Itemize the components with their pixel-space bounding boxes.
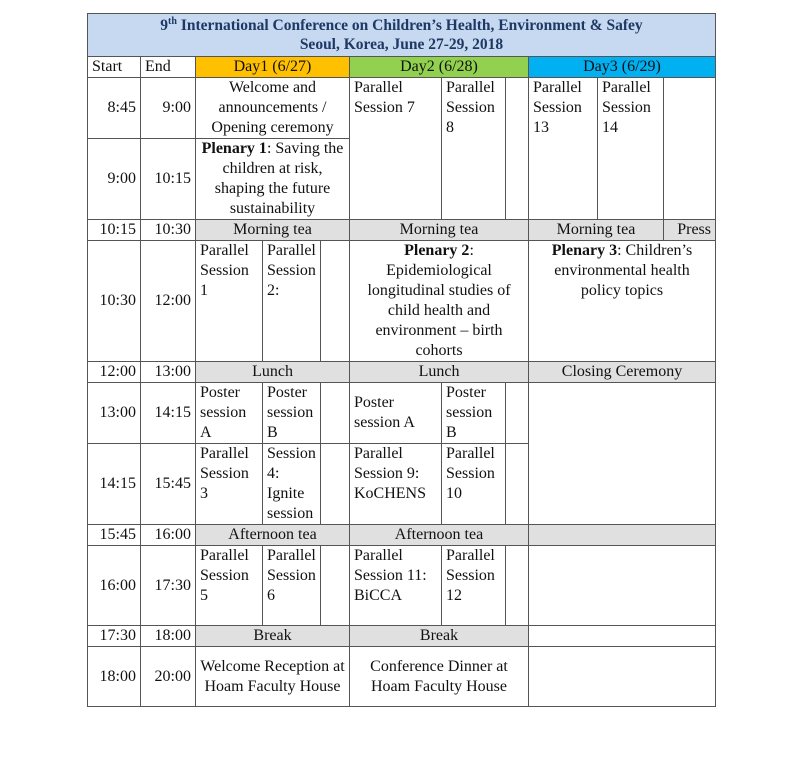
end-time: 14:15 — [141, 383, 196, 444]
col-header-day2: Day2 (6/28) — [350, 57, 529, 78]
start-time: 10:30 — [88, 241, 141, 362]
schedule-row — [88, 362, 716, 383]
plenary-1-label: Plenary 1 — [201, 140, 267, 157]
parallel-session-12: Parallel Session 12 — [442, 546, 506, 626]
end-time: 18:00 — [141, 626, 196, 647]
poster-session-a-day2: Poster session A — [350, 383, 442, 444]
plenary-1-topic: : Saving the children at risk, shaping the future sustainability — [214, 140, 344, 217]
empty-cell — [321, 383, 350, 444]
empty-cell — [506, 383, 529, 444]
schedule-row — [88, 383, 716, 444]
schedule-row — [88, 626, 716, 647]
start-time: 10:15 — [88, 220, 141, 241]
parallel-session-2: Parallel Session 2: — [263, 241, 321, 362]
parallel-session-9: Parallel Session 9: KoCHENS — [350, 444, 442, 525]
plenary-2-topic: : Epidemiological longitudinal studies of child health and environment – birth cohorts — [367, 242, 511, 359]
end-time: 12:00 — [141, 241, 196, 362]
title-ordinal: 9 — [160, 17, 169, 34]
conference-dinner: Conference Dinner at Hoam Faculty House — [350, 647, 529, 707]
plenary-3-topic: : Children’s environmental health policy topics — [554, 242, 693, 299]
empty-cell — [506, 546, 529, 626]
empty-day3-block — [529, 383, 716, 525]
end-time: 10:15 — [141, 139, 196, 220]
title-ordinal-suffix: th — [168, 15, 177, 27]
empty-day3-break — [529, 525, 716, 546]
press-cell: Press — [664, 220, 716, 241]
empty-cell — [664, 78, 716, 220]
empty-cell — [321, 546, 350, 626]
schedule-row — [88, 241, 716, 362]
end-time: 9:00 — [141, 78, 196, 139]
start-time: 14:15 — [88, 444, 141, 525]
start-time: 13:00 — [88, 383, 141, 444]
col-header-day1: Day1 (6/27) — [196, 57, 350, 78]
schedule-row — [88, 78, 716, 139]
end-time: 13:00 — [141, 362, 196, 383]
col-header-end: End — [141, 57, 196, 78]
poster-session-b-day1: Poster session B — [263, 383, 321, 444]
parallel-session-10: Parallel Session 10 — [442, 444, 506, 525]
morning-tea-day1: Morning tea — [196, 220, 350, 241]
poster-session-b-day2: Poster session B — [442, 383, 506, 444]
empty-day3-block — [529, 546, 716, 626]
conference-title — [88, 14, 716, 57]
poster-session-a-day1: Poster session A — [196, 383, 263, 444]
start-time: 12:00 — [88, 362, 141, 383]
plenary-2 — [350, 241, 529, 362]
plenary-3 — [529, 241, 716, 362]
break-day2: Break — [350, 626, 529, 647]
conference-subtitle: Seoul, Korea, June 27-29, 2018 — [299, 36, 504, 53]
lunch-day1: Lunch — [196, 362, 350, 383]
empty-day3-block — [529, 647, 716, 707]
session-4-ignite: Session 4: Ignite session — [263, 444, 321, 525]
parallel-session-14: Parallel Session 14 — [598, 78, 664, 220]
empty-day3-block — [529, 626, 716, 647]
col-header-day3: Day3 (6/29) — [529, 57, 716, 78]
start-time: 15:45 — [88, 525, 141, 546]
empty-cell — [321, 444, 350, 525]
morning-tea-day3: Morning tea — [529, 220, 664, 241]
start-time: 18:00 — [88, 647, 141, 707]
plenary-2-label: Plenary 2 — [404, 242, 470, 259]
end-time: 10:30 — [141, 220, 196, 241]
start-time: 9:00 — [88, 139, 141, 220]
opening-ceremony: Welcome and announcements / Opening ceremony — [196, 78, 350, 139]
afternoon-tea-day2: Afternoon tea — [350, 525, 529, 546]
parallel-session-7: Parallel Session 7 — [350, 78, 442, 220]
end-time: 20:00 — [141, 647, 196, 707]
end-time: 17:30 — [141, 546, 196, 626]
header-row — [88, 57, 716, 78]
parallel-session-6: Parallel Session 6 — [263, 546, 321, 626]
schedule-row — [88, 220, 716, 241]
parallel-session-5: Parallel Session 5 — [196, 546, 263, 626]
schedule-row — [88, 546, 716, 626]
lunch-day2: Lunch — [350, 362, 529, 383]
title-row — [88, 14, 716, 57]
parallel-session-8: Parallel Session 8 — [442, 78, 506, 220]
empty-cell — [506, 78, 529, 220]
empty-cell — [321, 241, 350, 362]
closing-ceremony: Closing Ceremony — [529, 362, 716, 383]
morning-tea-day2: Morning tea — [350, 220, 529, 241]
start-time: 17:30 — [88, 626, 141, 647]
end-time: 16:00 — [141, 525, 196, 546]
parallel-session-13: Parallel Session 13 — [529, 78, 598, 220]
col-header-start: Start — [88, 57, 141, 78]
end-time: 15:45 — [141, 444, 196, 525]
afternoon-tea-day1: Afternoon tea — [196, 525, 350, 546]
schedule-row — [88, 525, 716, 546]
empty-cell — [506, 444, 529, 525]
conference-schedule-table — [87, 13, 716, 707]
welcome-reception: Welcome Reception at Hoam Faculty House — [196, 647, 350, 707]
break-day1: Break — [196, 626, 350, 647]
parallel-session-11: Parallel Session 11: BiCCA — [350, 546, 442, 626]
parallel-session-3: Parallel Session 3 — [196, 444, 263, 525]
plenary-3-label: Plenary 3 — [551, 242, 618, 259]
plenary-1 — [196, 139, 350, 220]
parallel-session-1: Parallel Session 1 — [196, 241, 263, 362]
start-time: 8:45 — [88, 78, 141, 139]
schedule-row — [88, 647, 716, 707]
start-time: 16:00 — [88, 546, 141, 626]
title-text: International Conference on Children’s Health, Environment & Safey — [176, 17, 643, 34]
